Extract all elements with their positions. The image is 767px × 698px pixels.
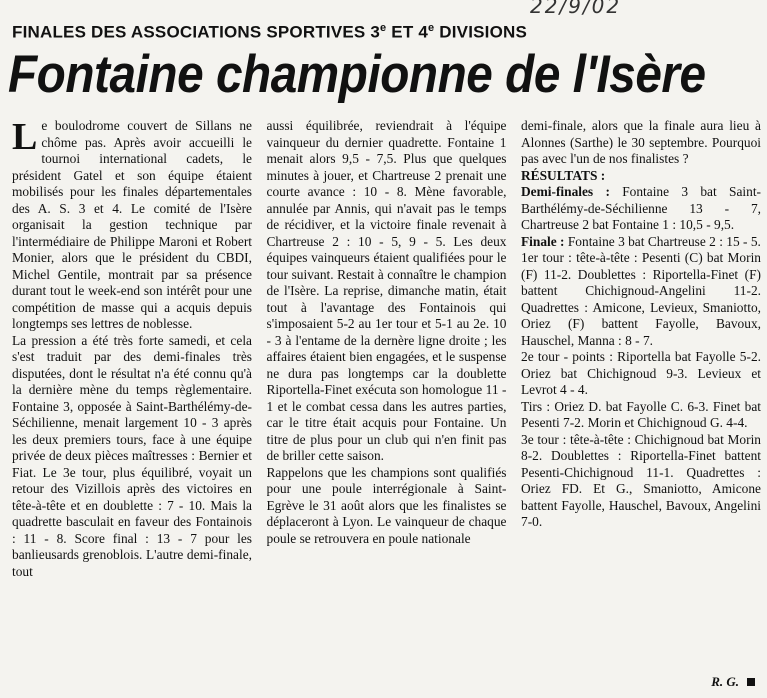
results-title: RÉSULTATS :	[521, 167, 606, 183]
handwritten-date: 22/9/02	[530, 0, 622, 18]
column-1	[12, 118, 252, 690]
paragraph: aussi équilibrée, reviendrait à l'équipe vainqueur du dernier quadrette. Fontaine 1 menait alors 9,5 - 7,5. Plus que quelques minutes à jouer, et Chartreuse 2 prenait une courte avance : 10 - 8. Mène favorable, annulée par Annis, qui n'avait pas le temps de récidiver, et la victoire finale revenait à Chartreuse 2 : 10 - 5, 9 - 5. Les deux équipes vainqueurs étaient qualifiées pour le tour suivant. Restait à connaître le champion de l'Isère. La reprise, dimanche matin, était tout à l'avantage des Fontainois qui s'imposaient 5-2 au 1er tour et 5-1 au 2e. 10 - 3 à l'entame de la dernère ligne droite ; les affaires étaient bien engagées, et le suspense ne dura pas longtemps car la doublette Riportella-Finet exécuta son homologue 11 - 1 et le combat cessa dans les autres parties, car le titre était acquis pour Fontaine. Un titre de plus pour un club qui n'en finit pas de briller cette saison.	[266, 118, 507, 463]
kicker-sup-1: e	[380, 22, 387, 34]
results-final	[521, 234, 761, 251]
dropcap: L	[12, 118, 38, 158]
paragraph: La pression a été très forte samedi, et cela s'est traduit par des demi-finales très disputées, dont le résultat n'a été connu qu'à la dernière mène du temps règlementaire. Fontaine 3, opposée à Saint-Barthélémy-de-Séchilienne, menait largement 10 - 3 après les deux premiers tours, face à une équipe privée de deux pièces maîtresses : Bernier et Fiat. Le 3e tour, plus équilibré, voyait un retour des Vizillois après des victoires en tête-à-tête et en doublette : 7 - 10. Mais la quadrette basculait en faveur des Fontainois : 11 - 8. Score final : 13 - 7 pour les banlieusards grenoblois. L'autre demi-finale, tout	[12, 332, 252, 579]
results-tour-1: 1er tour : tête-à-tête : Pesenti (C) bat Morin (F) 11-2. Doublettes : Riportella-Finet (F) battent Chichignoud-Angelini 11-2. Quadrettes : Amicone, Levieux, Smaniotto, Oriez (F) battent Fayolle, Bavoux, Hauschel, Manna : 8 - 7.	[521, 250, 761, 348]
kicker-text-mid: ET 4	[386, 22, 428, 42]
paragraph: demi-finale, alors que la finale aura lieu à Alonnes (Sarthe) le 30 septembre. Pourquoi pas avec l'un de nos finalistes ?	[521, 118, 761, 166]
signature-text: R. G.	[711, 674, 739, 689]
semis-text: Fontaine 3 bat Saint-Barthélémy-de-Séchilienne 13 - 7, Chartreuse 2 bat Fontaine 1 : 10,5 - 9,5.	[521, 184, 761, 232]
paragraph: Rappelons que les champions sont qualifiés pour une poule interrégionale à Saint-Egrève le 31 août alors que les finalistes se déplaceront à Lyon. Le vainqueur de chaque poule se retrouvera en poule nationale	[266, 464, 507, 546]
column-3	[521, 118, 761, 690]
results-tirs: Tirs : Oriez D. bat Fayolle C. 6-3. Finet bat Pesenti 7-2. Morin et Chichignoud G. 4-4.	[521, 398, 761, 430]
author-signature	[711, 674, 755, 690]
results-semis	[521, 184, 761, 234]
results-tour-2: 2e tour - points : Riportella bat Fayolle 5-2. Oriez bat Chichignoud 9-3. Levieux et Levrot 4 - 4.	[521, 349, 761, 397]
end-mark-icon	[747, 678, 755, 686]
column-2	[267, 118, 507, 690]
paragraph-text: e boulodrome couvert de Sillans ne chôme pas. Après avoir accueilli le tournoi international cadets, le président Gatel et son équipe étaient mobilisés pour les finales départementales des A. S. 3 et 4. Le comité de l'Isère organisait la gestion technique par l'intermédiaire de Philippe Maroni et Robert Monier, alors que le président du CBDI, Michel Gentile, montrait par sa présence durant tout le week-end son intérêt pour une compétition de masse qui a acquis depuis longtemps ses lettres de noblesse.	[12, 118, 252, 331]
paragraph	[12, 118, 252, 333]
kicker-text-post: DIVISIONS	[434, 22, 528, 42]
kicker	[12, 22, 527, 43]
headline: Fontaine championne de l'Isère	[8, 45, 706, 104]
final-label: Finale :	[521, 233, 565, 249]
kicker-text-pre: FINALES DES ASSOCIATIONS SPORTIVES 3	[12, 22, 381, 42]
kicker-sup-2: e	[428, 22, 435, 34]
article-body	[12, 118, 761, 690]
semis-label: Demi-finales :	[521, 184, 610, 199]
results-tour-3: 3e tour : tête-à-tête : Chichignoud bat Morin 8-2. Doublettes : Riportella-Finet battent Pesenti-Chichignoud 11-1. Quadrettes : Oriez FD. Et G., Smaniotto, Amicone battent Fayolle, Hauschel, Bavoux, Angelini 7-0.	[521, 431, 761, 529]
final-text: Fontaine 3 bat Chartreuse 2 : 15 - 5.	[564, 233, 761, 249]
